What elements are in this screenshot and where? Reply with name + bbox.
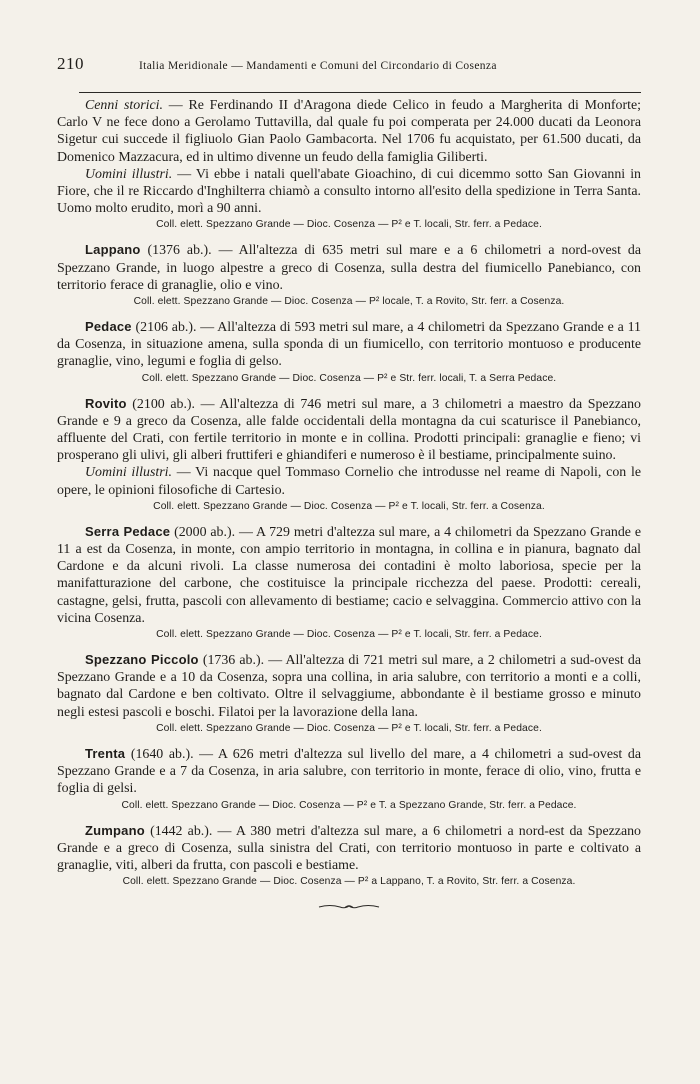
population: (2000 ab.).: [170, 524, 236, 540]
electoral-note: Coll. elett. Spezzano Grande — Dioc. Cosenza — P² e T. locali, Str. ferr. a Cosenza.: [153, 500, 545, 512]
commune-entry-pedace: [57, 318, 641, 371]
paragraph-text: — A 380 metri d'altezza sul mare, a 6 chilometri a nord-est da Spezzano Grande e a greco di Cosenza, sulla sinistra del Crati, con territorio montuoso in parte e coltivato a granaglie, viti, alberi da frutta, con pascoli e bestiame.: [57, 823, 641, 873]
commune-name: Lappano: [85, 242, 141, 258]
page-header: [57, 54, 641, 74]
commune-entry-trenta: [57, 745, 641, 798]
population: (2106 ab.).: [131, 320, 197, 336]
electoral-note: Coll. elett. Spezzano Grande — Dioc. Cosenza — P² locale, T. a Rovito, Str. ferr. a Cosenza.: [133, 296, 565, 308]
flourish-icon: [318, 903, 380, 911]
section-label: Uomini illustri.: [85, 166, 173, 182]
electoral-note: Coll. elett. Spezzano Grande — Dioc. Cosenza — P² e T. locali, Str. ferr. a Pedace.: [156, 219, 542, 231]
commune-entry-lappano: [57, 241, 641, 294]
illustrious-men-paragraph: [57, 464, 641, 498]
population: (1376 ab.).: [140, 243, 212, 259]
paragraph-text: — All'altezza di 746 metri sul mare, a 3 chilometri a maestro da Spezzano Grande e 9 a greco da Cosenza, alle falde occidentali della montagna da cui scaturisce il Panebianco, affluente del Crati, con fertile territorio in monte e in collina. Prodotti principali: granaglie e fieno; vi prosperano gli ulivi, gli alberi fruttiferi e ghiandiferi e numeroso è il bestiame, principalmente suino.: [57, 396, 641, 464]
paragraph-text: — Vi ebbe i natali quell'abate Gioachino, di cui dicemmo sotto San Giovanni in Fiore, che il re Riccardo d'Inghilterra chiamò a consulto intorno all'esito della spedizione in Terra Santa. Uomo molto erudito, morì a 90 anni.: [57, 166, 641, 217]
commune-entry-rovito: [57, 395, 641, 465]
commune-name: Spezzano Piccolo: [85, 652, 199, 668]
commune-entry-zumpano: [57, 822, 641, 875]
electoral-note: Coll. elett. Spezzano Grande — Dioc. Cosenza — P² e T. a Spezzano Grande, Str. ferr. a Pedace.: [121, 799, 577, 811]
commune-name: Zumpano: [85, 822, 145, 838]
paragraph-text: — A 729 metri d'altezza sul mare, a 4 chilometri da Spezzano Grande e 11 a est da Cosenza, in monte, con ampio territorio in montagna, in collina e in pianura, bagnato dal Cardone e da alcuni rivoli. La classe numerosa dei contadini è molto laboriosa, specie per la manifatturazione del carbone, che costituisce la principale ricchezza del paese. Prodotti: cereali, castagne, gelsi, frutta, pascoli con allevamento di bestiame; cacio e selvaggina. Commercio attivo con la vicina Cosenza.: [57, 524, 641, 626]
paragraph-text: — A 626 metri d'altezza sul livello del mare, a 4 chilometri a sud-ovest da Spezzano Grande e a 7 da Cosenza, in aria salubre, con territorio in monte, ferace di olio, vino, frutta e foglia di gelsi.: [57, 746, 641, 797]
electoral-note: Coll. elett. Spezzano Grande — Dioc. Cosenza — P² e Str. ferr. locali, T. a Serra Pedace.: [141, 372, 557, 384]
population: (1736 ab.).: [198, 653, 265, 669]
population: (2100 ab.).: [126, 396, 196, 412]
commune-entry-serra-pedace: [57, 523, 641, 627]
page-content: [57, 93, 641, 916]
illustrious-men-paragraph: [57, 166, 641, 218]
electoral-note: Coll. elett. Spezzano Grande — Dioc. Cosenza — P² e T. locali, Str. ferr. a Pedace.: [156, 722, 542, 734]
electoral-note: Coll. elett. Spezzano Grande — Dioc. Cosenza — P² e T. locali, Str. ferr. a Pedace.: [156, 629, 542, 641]
paragraph-text: — All'altezza di 593 metri sul mare, a 4 chilometri da Spezzano Grande e a 11 da Cosenza, in situazione amena, sulla sponda di un fiumicello, con territorio montuoso e producente granaglie, vino, legumi e foglia di gelso.: [57, 320, 641, 370]
commune-name: Trenta: [85, 745, 126, 761]
running-head: Italia Meridionale — Mandamenti e Comuni del Circondario di Cosenza: [139, 60, 497, 72]
commune-entry-spezzano-piccolo: [57, 651, 641, 721]
electoral-note: Coll. elett. Spezzano Grande — Dioc. Cosenza — P² a Lappano, T. a Rovito, Str. ferr. a Cosenza.: [122, 876, 576, 888]
paragraph-text: — Vi nacque quel Tommaso Cornelio che introdusse nel reame di Napoli, con le opere, le opinioni filosofiche di Cartesio.: [57, 465, 641, 498]
paragraph-text: — All'altezza di 635 metri sul mare e a 6 chilometri a nord-ovest da Spezzano Grande, in luogo alpestre a greco di Cosenza, sulla destra del fiumicello Panebianco, con territorio ferace di granaglie, olio e vino.: [57, 243, 641, 293]
historical-notes-paragraph: [57, 97, 641, 166]
commune-name: Serra Pedace: [85, 523, 171, 539]
page-number: 210: [57, 54, 84, 73]
population: (1442 ab.).: [144, 823, 213, 839]
section-label: Uomini illustri.: [85, 465, 172, 481]
end-ornament: [57, 898, 641, 916]
commune-name: Pedace: [85, 319, 132, 335]
commune-name: Rovito: [85, 395, 127, 411]
population: (1640 ab.).: [125, 746, 194, 762]
paragraph-text: — Re Ferdinando II d'Aragona diede Celico in feudo a Margherita di Monforte; Carlo V ne fece dono a Gerolamo Tuttavilla, dal quale fu poi comperata per 24.000 ducati da Leonora Sigetur cui succede il figliuolo Gian Paolo Gambacorta. Nel 1706 fu acquistato, per 61.500 ducati, da Domenico Mazzacura, ed in ultimo divenne un feudo della famiglia Giliberti.: [57, 98, 641, 165]
page: [57, 54, 641, 916]
paragraph-text: — All'altezza di 721 metri sul mare, a 2 chilometri a sud-ovest da Spezzano Grande e a 10 da Cosenza, sopra una collina, in aria salubre, con territorio a monti e a colli, bagnato dal Cardone e ben coltivato. Oltre il selvaggiume, abbondante è il bestiame grosso e minuto negli estesi pascoli e boschi. Filatoi per la lavorazione della lana.: [57, 653, 641, 720]
section-label: Cenni storici.: [85, 98, 163, 113]
